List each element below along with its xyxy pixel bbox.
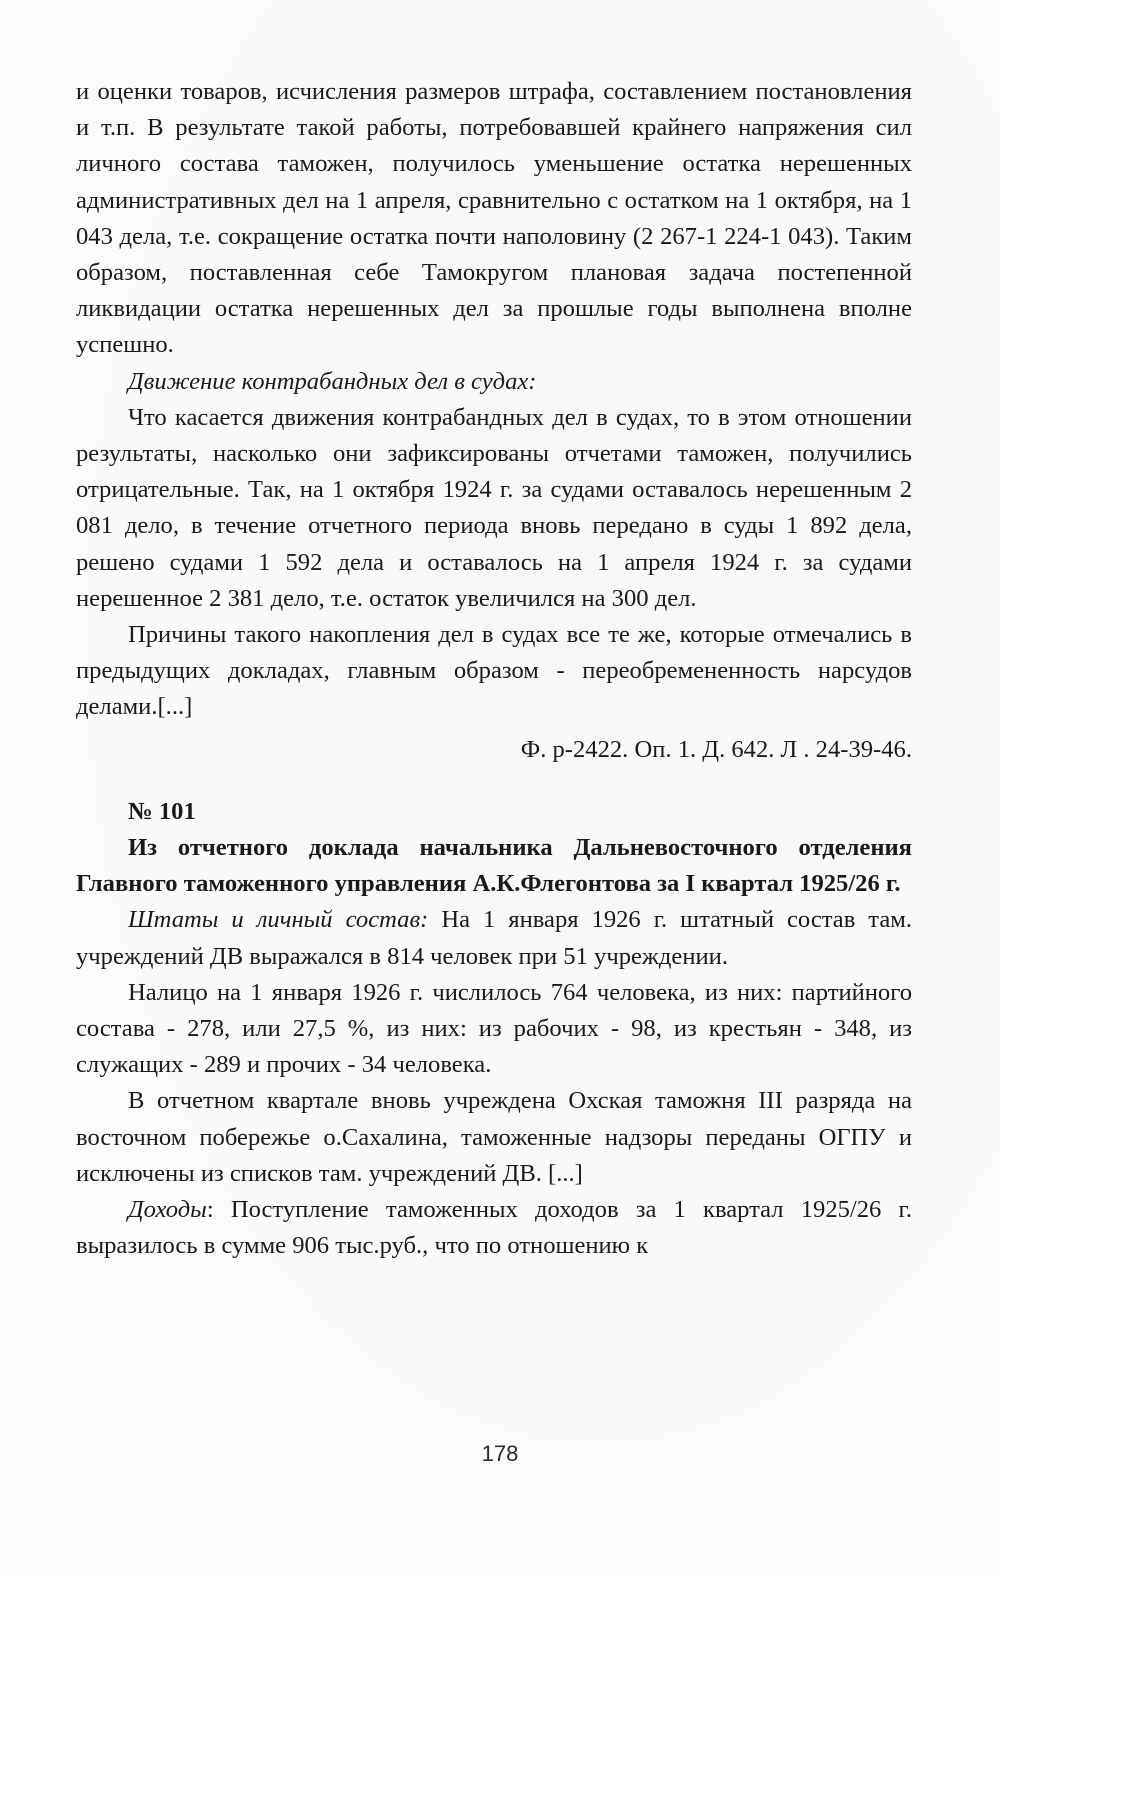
section-heading-income: Доходы	[128, 1196, 207, 1224]
paragraph-1: и оценки товаров, исчисления размеров штрафа, составлением постановления и т.п. В результате такой работы, потребовавшей крайнего напряжения сил личного состава таможен, получилось уменьшение остатка нерешенных административных дел на 1 апреля, сравнительно с остатком на 1 октября, на 1 043 дела, т.е. сокращение остатка почти наполовину (2 267-1 224-1 043). Таким образом, поставленная себе Тамокругом плановая задача постепенной ликвидации остатка нерешенных дел за прошлые годы выполнена вполне успешно.	[76, 78, 912, 359]
page-body	[76, 74, 912, 1265]
paragraph-5: Налицо на 1 января 1926 г. числилось 764 человека, из них: партийного состава - 278, или 27,5 %, из них: из рабочих - 98, из крестьян - 348, из служащих - 289 и прочих - 34 человека.	[76, 978, 912, 1079]
paragraph-staff	[76, 902, 912, 974]
archive-source: Ф. р-2422. Оп. 1. Д. 642. Л . 24-39-46.	[520, 735, 912, 763]
paragraph-2: Что касается движения контрабандных дел в судах, то в этом отношении результаты, насколько они зафиксированы отчетами таможен, получились отрицательные. Так, на 1 октября 1924 г. за судами оставалось нерешенным 2 081 дело, в течение отчетного периода вновь передано в суды 1 892 дела, решено судами 1 592 дела и оставалось на 1 апреля 1924 г. за судами нерешенное 2 381 дело, т.е. остаток увеличился на 300 дел.	[76, 403, 912, 612]
document-number: № 101	[128, 797, 196, 825]
document-title: Из отчетного доклада начальника Дальневосточного отделения Главного таможенного управления А.К.Флегонтова за I квартал 1925/26 г.	[76, 834, 912, 898]
paragraph-3: Причины такого накопления дел в судах все те же, которые отмечались в предыдущих докладах, главным образом - переобремененность нарсудов делами.[...]	[76, 621, 912, 721]
section-heading-staff: Штаты и личный состав:	[128, 906, 429, 934]
paragraph-staff-text: На 1 января 1926 г. штатный состав там. учреждений ДВ выражался в 814 человек при 51 учреждении.	[76, 906, 912, 970]
paragraph-6: В отчетном квартале вновь учреждена Охская таможня III разряда на восточном побережье о.Сахалина, таможенные надзоры переданы ОГПУ и исключены из списков там. учреждений ДВ. [...]	[76, 1087, 912, 1187]
paragraph-income	[76, 1192, 912, 1264]
section-heading-court-cases: Движение контрабандных дел в судах:	[128, 367, 537, 395]
page-number: 178	[481, 1441, 519, 1466]
paragraph-income-text: : Поступление таможенных доходов за 1 квартал 1925/26 г. выразилось в сумме 906 тыс.руб., что по отношению к	[76, 1196, 912, 1260]
